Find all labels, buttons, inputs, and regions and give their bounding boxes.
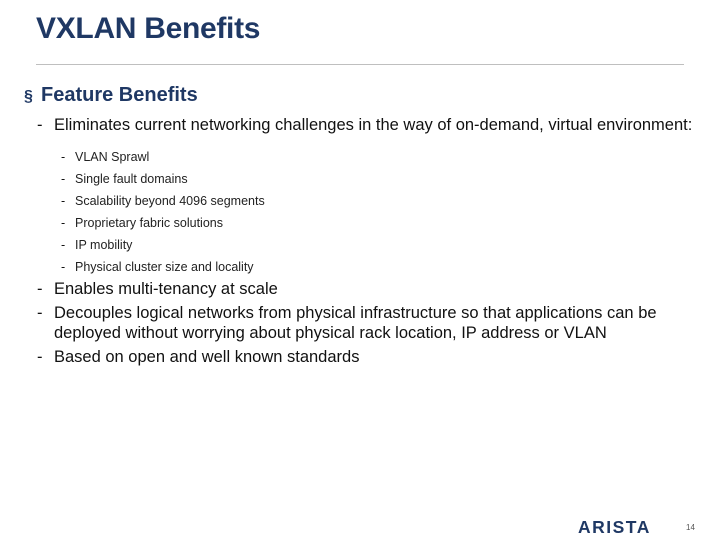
dash-icon: - bbox=[61, 238, 66, 252]
bullet-text: Eliminates current networking challenges in the way of on-demand, virtual environment: bbox=[54, 116, 693, 134]
sub-bullet-text: Proprietary fabric solutions bbox=[75, 216, 223, 230]
sub-bullet-item bbox=[61, 168, 696, 190]
sub-bullet-text: IP mobility bbox=[75, 238, 133, 252]
dash-icon: - bbox=[61, 260, 66, 274]
bullet-text: Based on open and well known standards bbox=[54, 348, 360, 366]
feature-benefits-heading bbox=[24, 84, 696, 107]
sub-bullet-item bbox=[61, 146, 696, 168]
logo-text: ARISTA bbox=[578, 517, 651, 537]
sub-bullet-item bbox=[61, 234, 696, 256]
bullet-item bbox=[37, 303, 696, 343]
dash-icon: - bbox=[37, 304, 43, 322]
dash-icon: - bbox=[37, 116, 43, 134]
dash-icon: - bbox=[61, 172, 66, 186]
heading-text: Feature Benefits bbox=[41, 84, 198, 106]
page-number: 14 bbox=[686, 523, 695, 532]
sub-bullet-text: Scalability beyond 4096 segments bbox=[75, 194, 265, 208]
sub-bullet-text: Physical cluster size and locality bbox=[75, 260, 254, 274]
sub-bullet-item bbox=[61, 212, 696, 234]
section-bullet-icon: § bbox=[24, 88, 33, 105]
bullet-item bbox=[37, 115, 696, 135]
sub-bullet-item bbox=[61, 256, 696, 278]
bullet-text: Decouples logical networks from physical infrastructure so that applications can be deployed without worrying about physical rack location, IP address or VLAN bbox=[54, 304, 657, 342]
sub-bullet-list bbox=[61, 146, 696, 278]
title-divider bbox=[36, 64, 684, 65]
dash-icon: - bbox=[61, 194, 66, 208]
bullet-text: Enables multi-tenancy at scale bbox=[54, 280, 278, 298]
bullet-item bbox=[37, 347, 696, 367]
arista-logo bbox=[578, 512, 678, 540]
dash-icon: - bbox=[37, 280, 43, 298]
dash-icon: - bbox=[37, 348, 43, 366]
sub-bullet-text: VLAN Sprawl bbox=[75, 150, 150, 164]
bullet-item bbox=[37, 279, 696, 299]
slide-title: VXLAN Benefits bbox=[36, 12, 261, 45]
sub-bullet-item bbox=[61, 190, 696, 212]
dash-icon: - bbox=[61, 216, 66, 230]
slide-content bbox=[24, 84, 696, 367]
sub-bullet-text: Single fault domains bbox=[75, 172, 188, 186]
dash-icon: - bbox=[61, 150, 66, 164]
